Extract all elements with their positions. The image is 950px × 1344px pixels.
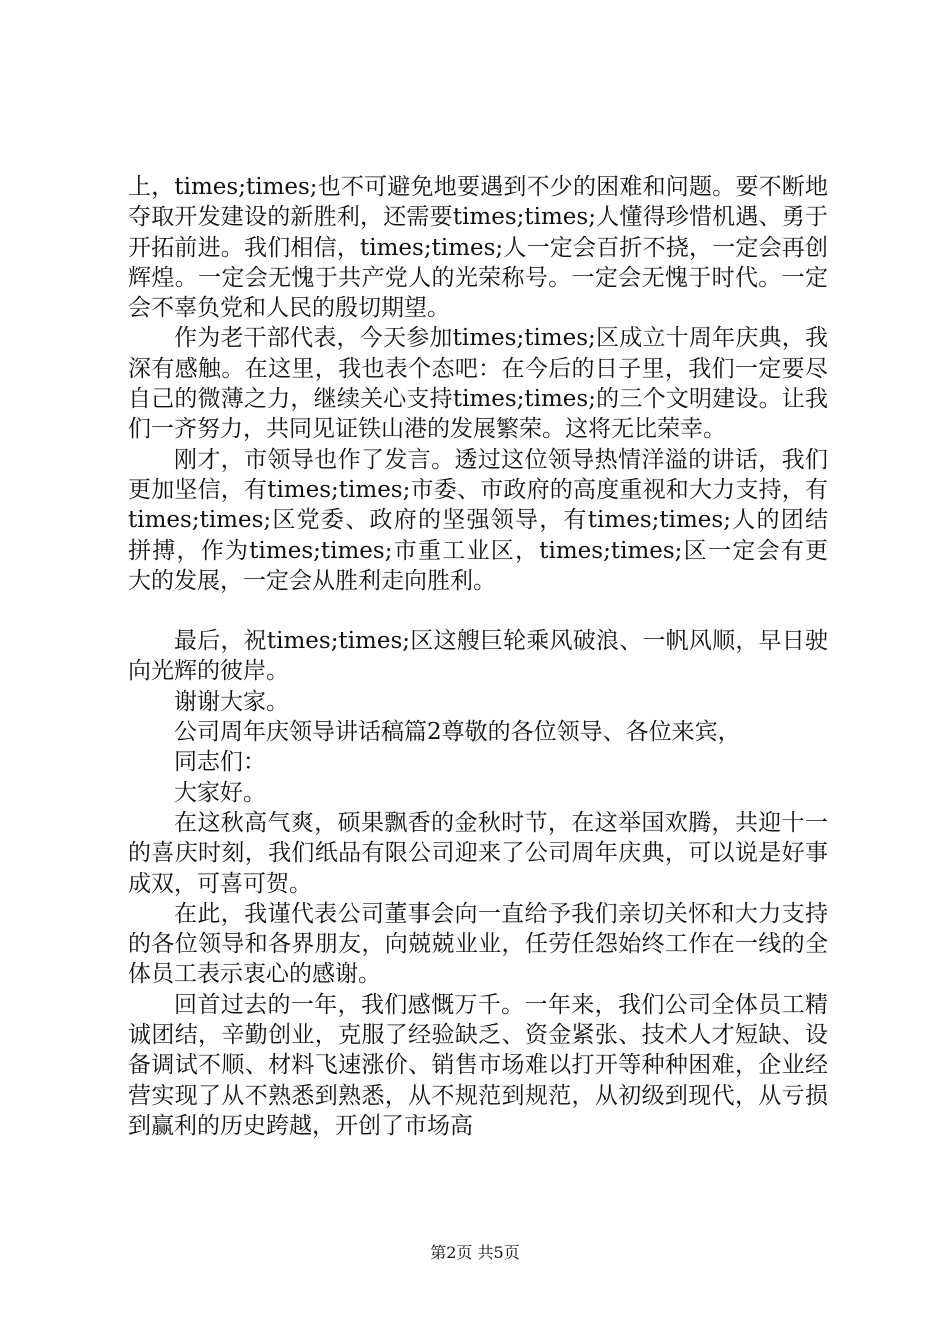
paragraph-gratitude: 在此，我谨代表公司董事会向一直给予我们亲切关怀和大力支持的各位领导和各界朋友，向兢兢业业，任劳任怨始终工作在一线的全体员工表示衷心的感谢。: [128, 900, 828, 988]
paragraph-review: 回首过去的一年，我们感慨万千。一年来，我们公司全体员工精诚团结，辛勤创业，克服了经验缺乏、资金紧张、技术人才短缺、设备调试不顺、材料飞速涨价、销售市场难以打开等种种困难，企业经营实现了从不熟悉到熟悉，从不规范到规范，从初级到现代，从亏损到赢利的历史跨越，开创了市场高: [128, 991, 828, 1139]
paragraph-veteran-cadre: 作为老干部代表，今天参加times;times;区成立十周年庆典，我深有感触。在这里，我也表个态吧：在今后的日子里，我们一定要尽自己的微薄之力，继续关心支持times;times;的三个文明建设。让我们一齐努力，共同见证铁山港的发展繁荣。这将无比荣幸。: [128, 325, 828, 443]
paragraph-city-leader: 刚才，市领导也作了发言。透过这位领导热情洋溢的讲话，我们更加坚信，有times;times;市委、市政府的高度重视和大力支持，有times;times;区党委、政府的坚强领导，有times;times;人的团结拼搏，作为times;times;市重工业区，times;times;区一定会有更大的发展，一定会从胜利走向胜利。: [128, 446, 828, 594]
paragraph-closing-wish: 最后，祝times;times;区这艘巨轮乘风破浪、一帆风顺，早日驶向光辉的彼岸。: [128, 628, 828, 685]
paragraph-continuation: 上，times;times;也不可避免地要遇到不少的困难和问题。要不断地夺取开发建设的新胜利，还需要times;times;人懂得珍惜机遇、勇于开拓前进。我们相信，times;times;人一定会百折不挠，一定会再创辉煌。一定会无愧于共产党人的光荣称号。一定会无愧于时代。一定会不辜负党和人民的殷切期望。: [128, 174, 828, 322]
paragraph-salutation: 同志们：: [174, 749, 266, 776]
document-body: [128, 172, 828, 1141]
paragraph-thanks: 谢谢大家。: [174, 688, 289, 715]
paragraph-speech-title: 公司周年庆领导讲话稿篇2尊敬的各位领导、各位来宾，: [174, 719, 741, 746]
paragraph-autumn: 在这秋高气爽，硕果飘香的金秋时节，在这举国欢腾，共迎十一的喜庆时刻，我们纸品有限公司迎来了公司周年庆典，可以说是好事成双，可喜可贺。: [128, 809, 828, 897]
page-number-footer: 第2页 共5页: [430, 1243, 520, 1262]
paragraph-greeting: 大家好。: [174, 779, 266, 806]
